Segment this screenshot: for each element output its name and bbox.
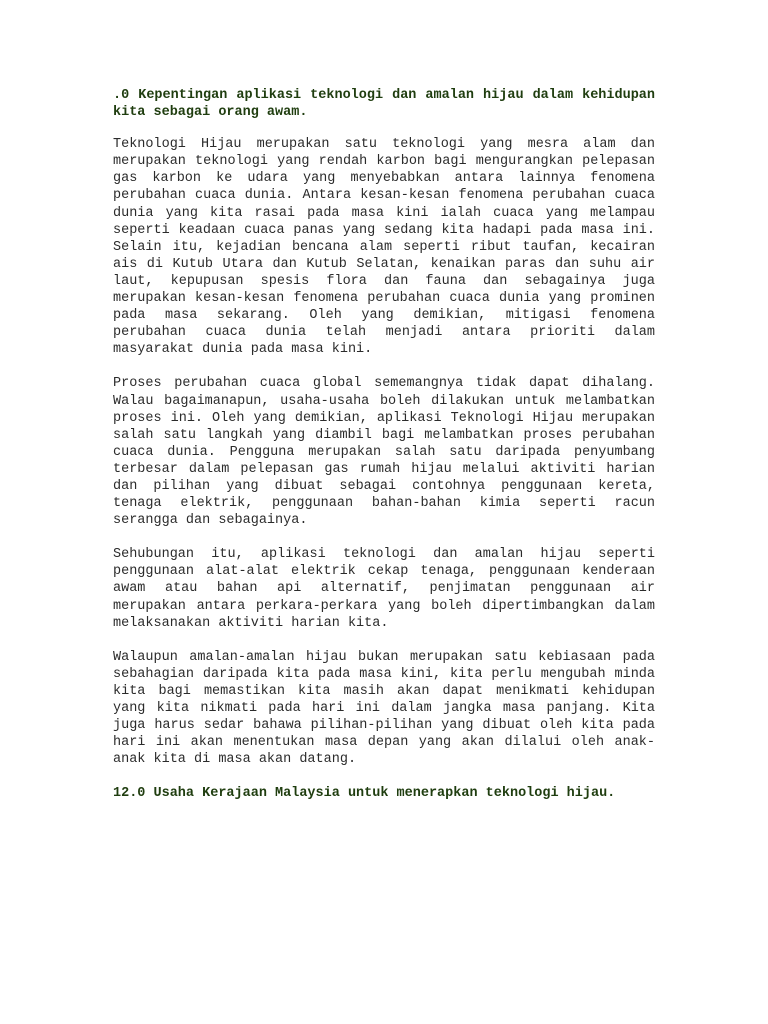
paragraph-sehubungan: Sehubungan itu, aplikasi teknologi dan amalan hijau seperti penggunaan alat-alat elektrik cekap tenaga, penggunaan kenderaan awam atau bahan api alternatif, penjimatan penggunaan air merupakan antara perkara-perkara yang boleh dipertimbangkan dalam melaksanakan aktiviti harian kita. (113, 547, 655, 631)
document-page (113, 87, 655, 802)
paragraph-walaupun: Walaupun amalan-amalan hijau bukan merupakan satu kebiasaan pada sebahagian daripada kita pada masa kini, kita perlu mengubah minda kita bagi memastikan kita masih akan dapat menikmati kehidupan yang kita nikmati pada hari ini dalam jangka masa panjang. Kita juga harus sedar bahawa pilihan-pilihan yang dibuat oleh kita pada hari ini akan menentukan masa depan yang akan dilalui oleh anak-anak kita di masa akan datang. (113, 649, 655, 768)
section-heading-usaha-kerajaan: 12.0 Usaha Kerajaan Malaysia untuk menerapkan teknologi hijau. (113, 786, 616, 802)
paragraph-proses-perubahan: Proses perubahan cuaca global sememangnya tidak dapat dihalang. Walau bagaimanapun, usaha-usaha boleh dilakukan untuk melambatkan proses ini. Oleh yang demikian, aplikasi Teknologi Hijau merupakan salah satu langkah yang diambil bagi melambatkan proses perubahan cuaca dunia. Pengguna merupakan salah satu daripada penyumbang terbesar dalam pelepasan gas rumah hijau melalui aktiviti harian dan pilihan yang dibuat sebagai contohnya penggunaan kereta, tenaga elektrik, penggunaan bahan-bahan kimia seperti racun serangga dan sebagainya. (113, 376, 655, 529)
paragraph-teknologi-hijau: Teknologi Hijau merupakan satu teknologi yang mesra alam dan merupakan teknologi yang rendah karbon bagi mengurangkan pelepasan gas karbon ke udara yang menyebabkan antara lainnya fenomena perubahan cuaca dunia. Antara kesan-kesan fenomena perubahan cuaca dunia yang kita rasai pada masa kini ialah cuaca yang melampau seperti keadaan cuaca panas yang sedang kita hadapi pada masa ini. Selain itu, kejadian bencana alam seperti ribut taufan, kecairan ais di Kutub Utara dan Kutub Selatan, kenaikan paras dan suhu air laut, kepupusan spesis flora dan fauna dan sebagainya juga merupakan kesan-kesan fenomena perubahan cuaca dunia yang prominen pada masa sekarang. Oleh yang demikian, mitigasi fenomena perubahan cuaca dunia telah menjadi antara prioriti dalam masyarakat dunia pada masa kini. (113, 137, 655, 358)
section-heading-kepentingan: .0 Kepentingan aplikasi teknologi dan amalan hijau dalam kehidupan kita sebagai orang awam. (113, 88, 655, 121)
